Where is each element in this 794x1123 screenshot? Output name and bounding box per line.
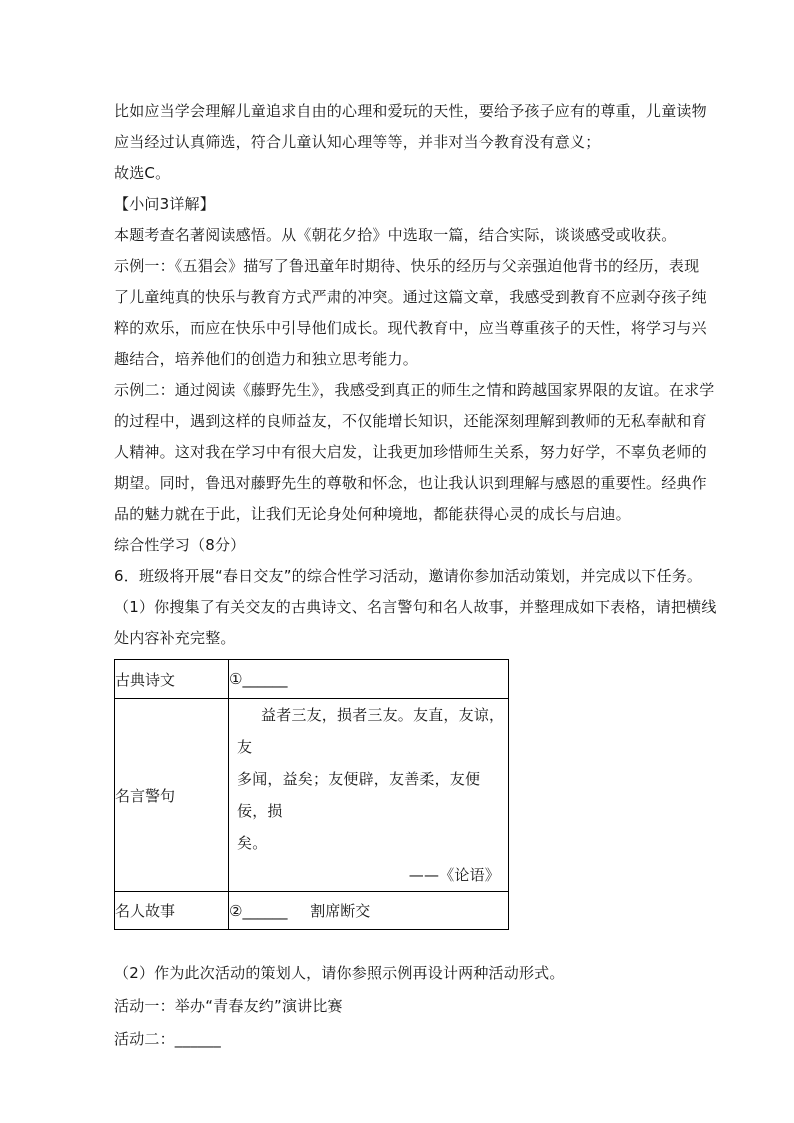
table-row (115, 660, 509, 699)
quote-line: 益者三友，损者三友。友直，友谅，友 (237, 706, 505, 756)
blank-1: ①______ (229, 670, 288, 688)
task-1-line: 处内容补充完整。 (114, 629, 236, 647)
explanation-line: 应当经过认真筛选，符合儿童认知心理等等，并非对当今教育没有意义； (114, 133, 601, 151)
table-cell-quote (229, 699, 509, 892)
table-row (115, 892, 509, 930)
example-2-line: 的过程中，遇到这样的良师益友，不仅能增长知识，还能深刻理解到教师的无私奉献和育 (114, 412, 707, 430)
task-1-line: （1）你搜集了有关交友的古典诗文、名言警句和名人故事，并整理成如下表格，请把横线 (114, 598, 717, 616)
table-label-classical-poetry: 古典诗文 (115, 660, 229, 699)
section-heading: 综合性学习（8分） (114, 536, 246, 554)
example-1-line: 粹的欢乐，而应在快乐中引导他们成长。现代教育中，应当尊重孩子的天性，将学习与兴 (114, 319, 707, 337)
task-2-block (114, 958, 686, 1055)
quote-source: ——《论语》 (408, 866, 500, 884)
example-2-line: 期望。同时，鲁迅对藤野先生的尊敬和怀念，也让我认识到理解与感恩的重要性。经典作 (114, 474, 707, 492)
story-name: 割席断交 (310, 902, 371, 920)
table-label-famous-stories: 名人故事 (115, 892, 229, 930)
quote-line: 多闻，益矣；友便辟，友善柔，友便佞，损 (237, 770, 481, 820)
example-2-line: 品的魅力就在于此，让我们无论身处何种境地，都能获得心灵的成长与启迪。 (114, 505, 631, 523)
explanation-line: 比如应当学会理解儿童追求自由的心理和爱玩的天性，要给予孩子应有的尊重，儿童读物 (114, 102, 707, 120)
explanation-line: 本题考查名著阅读感悟。从《朝花夕拾》中选取一篇，结合实际，谈谈感受或收获。 (114, 226, 677, 244)
activity-2-blank-line: 活动二：______ (114, 1030, 222, 1048)
activity-1-line: 活动一：举办“青春友约”演讲比赛 (114, 997, 343, 1015)
friendship-material-table (114, 659, 509, 930)
example-2-line: 示例二：通过阅读《藤野先生》，我感受到真正的师生之情和跨越国家界限的友谊。在求学 (114, 381, 715, 399)
answer-choice-line: 故选C。 (114, 164, 171, 182)
task-2-intro: （2）作为此次活动的策划人，请你参照示例再设计两种活动形式。 (114, 964, 565, 982)
subquestion-3-header: 【小问3详解】 (114, 195, 215, 213)
example-2-line: 人精神。这对我在学习中有很大启发，让我更加珍惜师生关系，努力好学，不辜负老师的 (114, 443, 707, 461)
example-1-line: 示例一：《五猖会》描写了鲁迅童年时期待、快乐的经历与父亲强迫他背书的经历，表现 (114, 257, 700, 275)
table-label-famous-sayings: 名言警句 (115, 699, 229, 892)
table-cell-blank-2 (229, 892, 509, 930)
example-1-line: 了儿童纯真的快乐与教育方式严肃的冲突。通过这篇文章，我感受到教育不应剥夺孩子纯 (114, 288, 707, 306)
example-1-line: 趣结合，培养他们的创造力和独立思考能力。 (114, 350, 419, 368)
blank-2: ②______ (229, 902, 288, 920)
question-6-intro: 6．班级将开展“春日交友”的综合性学习活动，邀请你参加活动策划，并完成以下任务。 (114, 567, 703, 585)
table-row (115, 699, 509, 892)
table-cell-blank-1 (229, 660, 509, 699)
quote-line: 矣。 (237, 834, 268, 852)
